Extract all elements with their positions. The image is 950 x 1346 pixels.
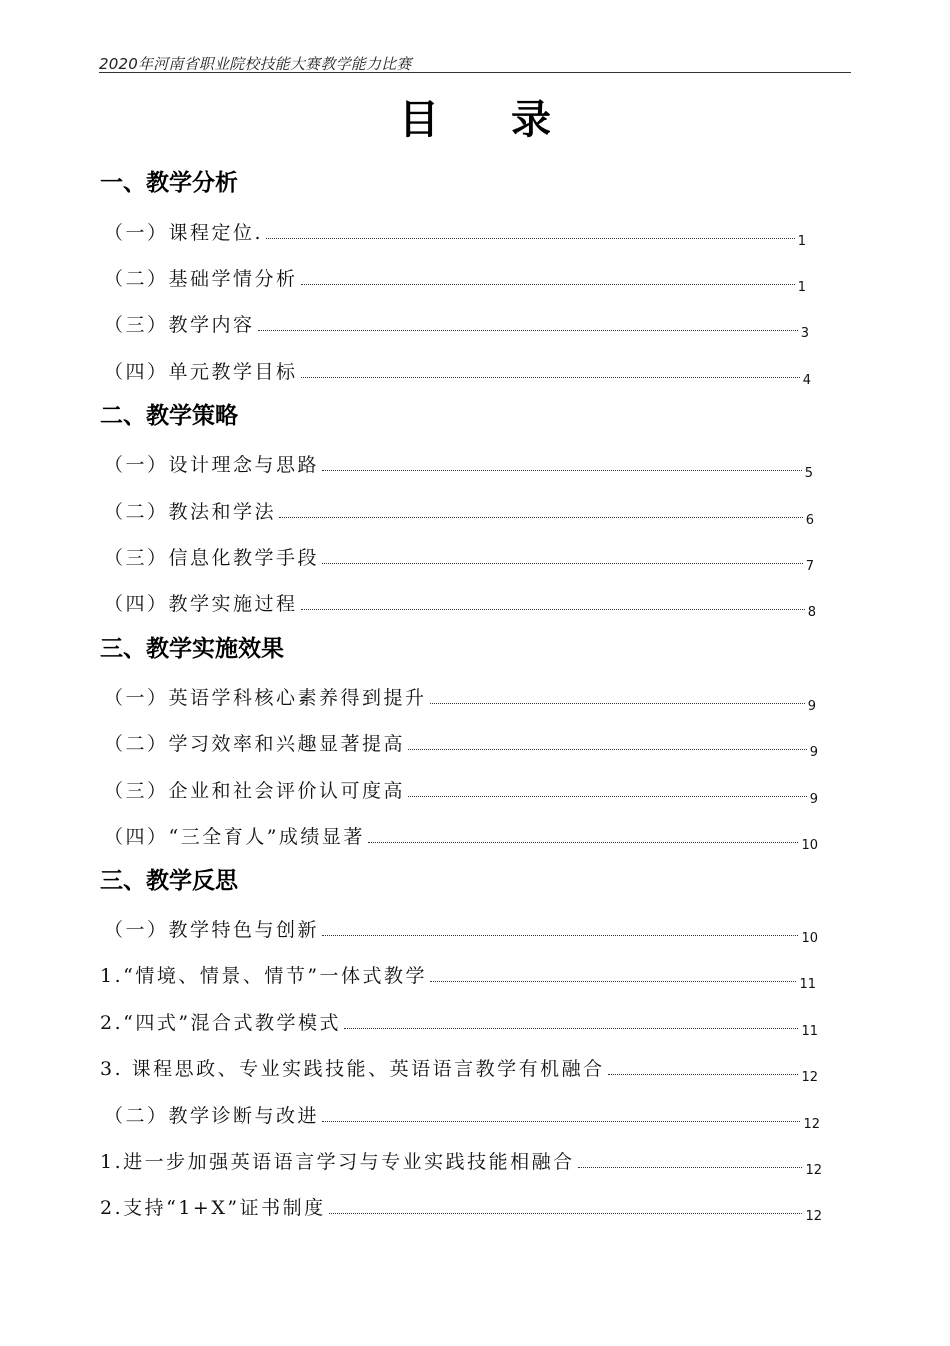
- toc-entry-page: 1: [797, 280, 806, 295]
- toc-entry-label: （三）信息化教学手段: [104, 547, 320, 569]
- toc-entry[interactable]: [100, 1008, 818, 1039]
- toc-entry-label: （二）学习效率和兴趣显著提高: [104, 733, 406, 755]
- dot-leader: [430, 703, 805, 704]
- toc-entry-page: 12: [803, 1117, 820, 1132]
- toc-entry-label: （一）教学特色与创新: [104, 919, 320, 941]
- toc-entry-page: 8: [807, 605, 816, 620]
- toc-entry-page: 1: [797, 234, 806, 249]
- toc-entry[interactable]: [104, 589, 816, 620]
- toc-entry[interactable]: [100, 961, 816, 992]
- dot-leader: [608, 1074, 799, 1075]
- toc-entry-label: （三）教学内容: [104, 314, 255, 336]
- toc-entry-page: 6: [805, 513, 814, 528]
- toc-entry[interactable]: [104, 915, 818, 946]
- toc-entry-page: 10: [801, 838, 818, 853]
- toc-entry-label: （三）企业和社会评价认可度高: [104, 780, 406, 802]
- section-heading: 一、教学分析: [100, 170, 238, 196]
- dot-leader: [301, 609, 805, 610]
- toc-entry-page: 9: [807, 699, 816, 714]
- toc-entry-label: （四）单元教学目标: [104, 361, 298, 383]
- dot-leader: [322, 1121, 800, 1122]
- toc-entry[interactable]: [104, 310, 809, 341]
- dot-leader: [322, 935, 798, 936]
- toc-entry-page: 5: [804, 466, 813, 481]
- toc-entry-label: 2.支持“1+X”证书制度: [100, 1197, 326, 1219]
- toc-entry[interactable]: [104, 683, 816, 714]
- toc-entry-page: 3: [800, 326, 809, 341]
- toc-entry-label: 1.“情境、情景、情节”一体式教学: [100, 965, 428, 987]
- toc-entry-page: 10: [801, 931, 818, 946]
- dot-leader: [329, 1213, 803, 1214]
- toc-entry[interactable]: [104, 1101, 820, 1132]
- toc-entry-label: （一）课程定位.: [104, 222, 264, 244]
- section-heading: 三、教学反思: [100, 868, 238, 894]
- dot-leader: [344, 1028, 798, 1029]
- toc-entry-label: （二）教法和学法: [104, 501, 277, 523]
- toc-entry[interactable]: [104, 218, 806, 249]
- toc-entry[interactable]: [104, 729, 818, 760]
- dot-leader: [408, 796, 807, 797]
- toc-entry-label: （一）设计理念与思路: [104, 454, 320, 476]
- dot-leader: [301, 284, 795, 285]
- toc-entry[interactable]: [100, 1193, 822, 1224]
- toc-entry-label: （四）教学实施过程: [104, 593, 298, 615]
- dot-leader: [430, 981, 796, 982]
- toc-entry-page: 4: [802, 373, 811, 388]
- toc-entry-label: 1.进一步加强英语语言学习与专业实践技能相融合: [100, 1151, 575, 1173]
- section-heading: 二、教学策略: [100, 403, 238, 429]
- dot-leader: [368, 842, 799, 843]
- toc-entry-label: （二）教学诊断与改进: [104, 1105, 320, 1127]
- dot-leader: [322, 563, 803, 564]
- toc-entry[interactable]: [104, 450, 813, 481]
- dot-leader: [258, 330, 798, 331]
- toc-entry-label: （四）“三全育人”成绩显著: [104, 826, 365, 848]
- running-header: 2020年河南省职业院校技能大赛教学能力比赛: [99, 55, 412, 73]
- toc-title: 目录: [399, 97, 623, 143]
- toc-entry-page: 12: [805, 1163, 822, 1178]
- toc-entry[interactable]: [104, 822, 818, 853]
- toc-entry[interactable]: [100, 1054, 818, 1085]
- toc-entry[interactable]: [104, 776, 818, 807]
- toc-entry[interactable]: [104, 543, 814, 574]
- toc-entry[interactable]: [104, 357, 811, 388]
- dot-leader: [408, 749, 807, 750]
- dot-leader: [301, 377, 800, 378]
- toc-entry-page: 12: [801, 1070, 818, 1085]
- toc-entry[interactable]: [104, 497, 814, 528]
- toc-entry-page: 7: [805, 559, 814, 574]
- toc-entry-label: 3. 课程思政、专业实践技能、英语语言教学有机融合: [100, 1058, 605, 1080]
- toc-entry-page: 12: [805, 1209, 822, 1224]
- dot-leader: [578, 1167, 803, 1168]
- dot-leader: [279, 517, 803, 518]
- toc-entry-page: 9: [809, 792, 818, 807]
- toc-entry-label: 2.“四式”混合式教学模式: [100, 1012, 342, 1034]
- section-heading: 三、教学实施效果: [100, 636, 284, 662]
- toc-entry-label: （一）英语学科核心素养得到提升: [104, 687, 427, 709]
- header-rule: [99, 72, 851, 73]
- toc-entry-page: 9: [809, 745, 818, 760]
- toc-entry-label: （二）基础学情分析: [104, 268, 298, 290]
- dot-leader: [322, 470, 802, 471]
- toc-entry[interactable]: [104, 264, 806, 295]
- toc-entry[interactable]: [100, 1147, 822, 1178]
- dot-leader: [266, 238, 795, 239]
- toc-entry-page: 11: [799, 977, 816, 992]
- toc-entry-page: 11: [801, 1024, 818, 1039]
